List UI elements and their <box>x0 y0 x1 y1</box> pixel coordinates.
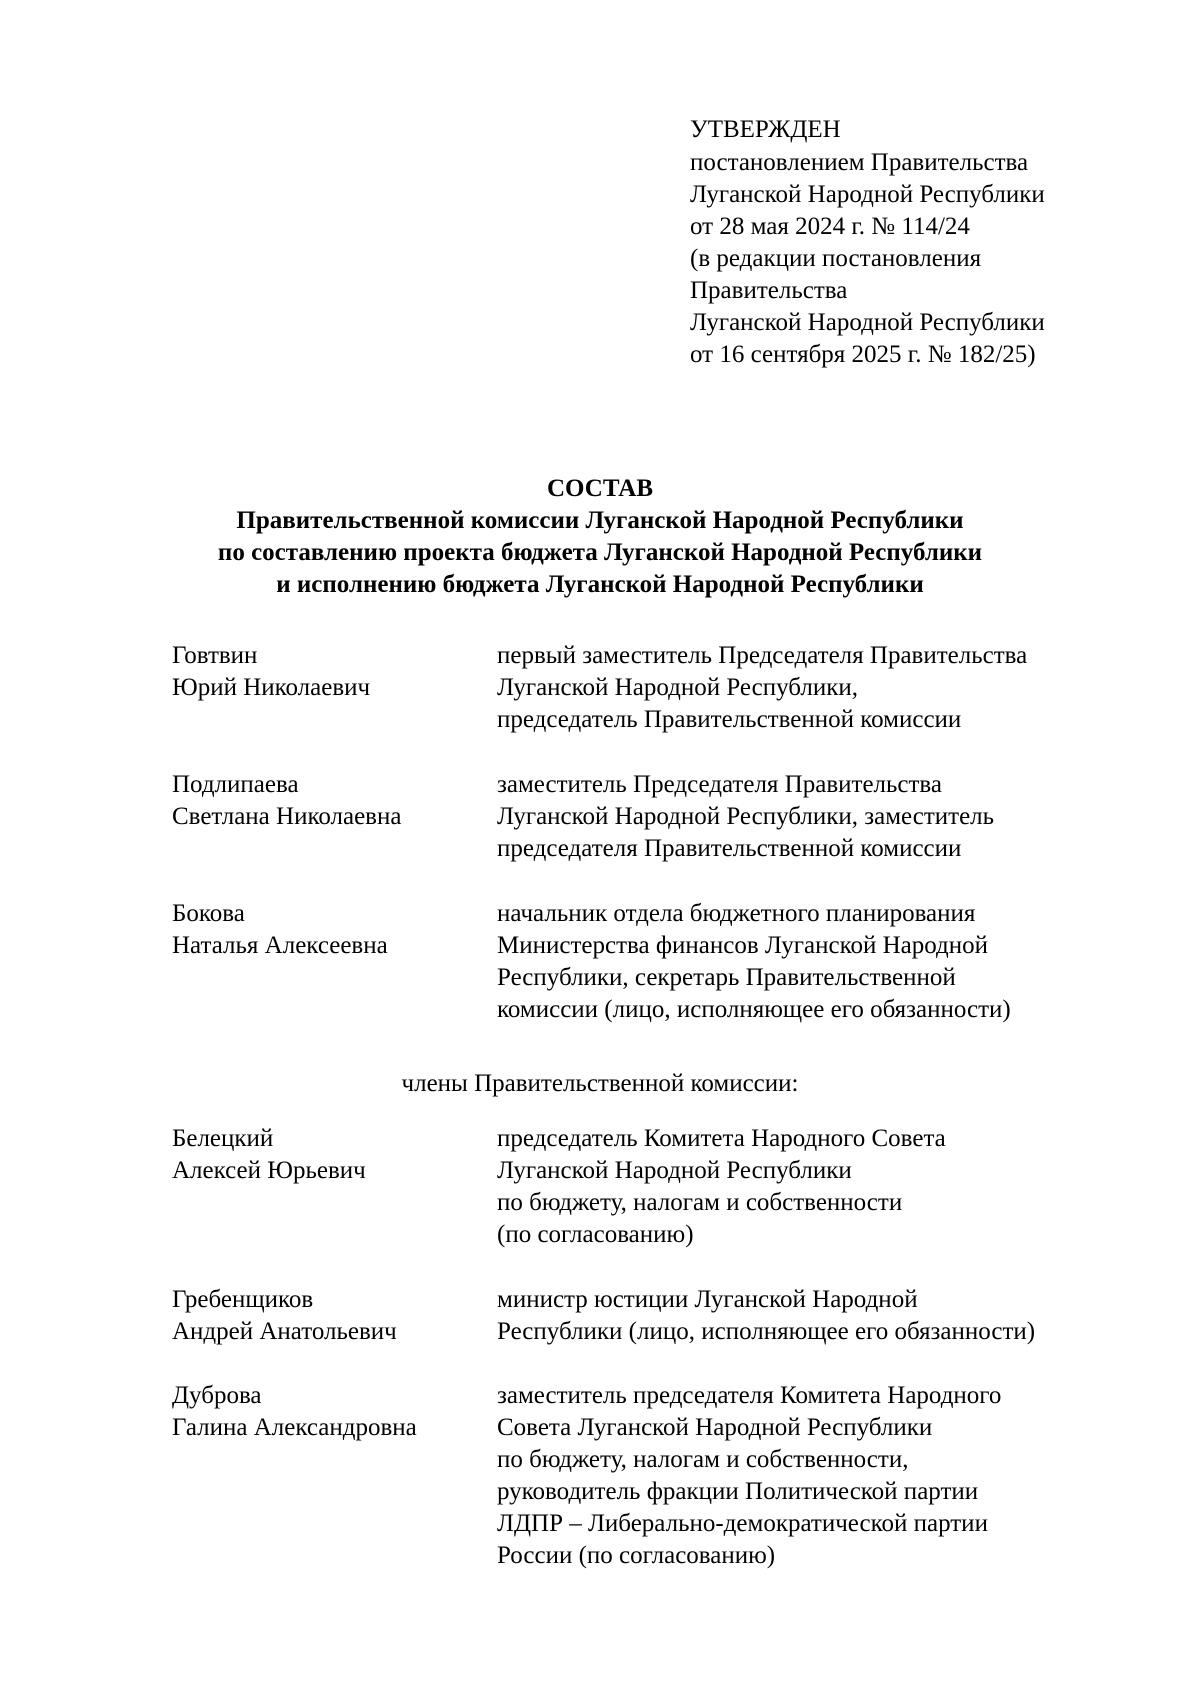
member-surname: Дуброва <box>172 1382 262 1409</box>
member-given-name: Галина Александровна <box>172 1414 417 1441</box>
role-line: Луганской Народной Республики <box>497 1157 852 1184</box>
members-section-heading: члены Правительственной комиссии: <box>401 1070 799 1097</box>
role-line: ЛДПР – Либерально-демократической партии <box>497 1510 988 1537</box>
member-role <box>497 1284 1137 1348</box>
role-line: первый заместитель Председателя Правительства <box>497 642 1028 669</box>
member-role <box>497 898 1137 1026</box>
title-line: и исполнению бюджета Луганской Народной Республики <box>276 571 924 598</box>
approval-line: Правительства <box>690 277 848 304</box>
role-line: министр юстиции Луганской Народной <box>497 1286 918 1313</box>
role-line: начальник отдела бюджетного планирования <box>497 900 976 927</box>
member-role <box>497 1123 1137 1251</box>
approval-stamp-block <box>690 114 1170 371</box>
title-line: Правительственной комиссии Луганской Народной Республики <box>236 507 964 534</box>
member-given-name: Наталья Алексеевна <box>172 932 388 959</box>
approval-line: (в редакции постановления <box>690 245 982 272</box>
member-role <box>497 1380 1137 1572</box>
role-line: Совета Луганской Народной Республики <box>497 1414 933 1441</box>
document-title <box>0 473 1200 601</box>
member-name <box>172 1380 472 1444</box>
approval-line: от 16 сентября 2025 г. № 182/25) <box>690 341 1036 368</box>
role-line: России (по согласованию) <box>497 1542 776 1569</box>
role-line: заместитель Председателя Правительства <box>497 771 943 798</box>
role-line: председатель Комитета Народного Совета <box>497 1125 946 1152</box>
role-line: руководитель фракции Политической партии <box>497 1478 979 1505</box>
member-surname: Гребенщиков <box>172 1286 314 1313</box>
approval-line: Луганской Народной Республики <box>690 181 1045 208</box>
role-line: по бюджету, налогам и собственности, <box>497 1446 909 1473</box>
member-surname: Говтвин <box>172 642 258 669</box>
member-given-name: Юрий Николаевич <box>172 674 371 701</box>
member-name <box>172 1284 472 1348</box>
member-name <box>172 898 472 962</box>
member-surname: Белецкий <box>172 1125 274 1152</box>
role-line: по бюджету, налогам и собственности <box>497 1189 903 1216</box>
title-heading: СОСТАВ <box>546 475 654 502</box>
member-role <box>497 640 1137 736</box>
approval-line: постановлением Правительства <box>690 149 1029 176</box>
member-surname: Бокова <box>172 900 245 927</box>
role-line: Луганской Народной Республики, <box>497 674 858 701</box>
role-line: заместитель председателя Комитета Народного <box>497 1382 1002 1409</box>
member-role <box>497 769 1137 865</box>
member-name <box>172 769 472 833</box>
member-given-name: Светлана Николаевна <box>172 803 402 830</box>
member-given-name: Алексей Юрьевич <box>172 1157 366 1184</box>
role-line: Министерства финансов Луганской Народной <box>497 932 988 959</box>
role-line: (по согласованию) <box>497 1221 694 1248</box>
title-line: по составлению проекта бюджета Луганской Народной Республики <box>217 539 983 566</box>
member-surname: Подлипаева <box>172 771 299 798</box>
member-given-name: Андрей Анатольевич <box>172 1318 397 1345</box>
role-line: Республики (лицо, исполняющее его обязанности) <box>497 1318 1036 1345</box>
role-line: комиссии (лицо, исполняющее его обязанности) <box>497 996 1011 1023</box>
member-name <box>172 640 472 704</box>
member-name <box>172 1123 472 1187</box>
role-line: председатель Правительственной комиссии <box>497 706 962 733</box>
role-line: председателя Правительственной комиссии <box>497 835 962 862</box>
approval-line: от 28 мая 2024 г. № 114/24 <box>690 213 970 240</box>
approval-line: Луганской Народной Республики <box>690 309 1045 336</box>
role-line: Луганской Народной Республики, заместитель <box>497 803 995 830</box>
approval-heading: УТВЕРЖДЕН <box>690 116 841 143</box>
role-line: Республики, секретарь Правительственной <box>497 964 956 991</box>
